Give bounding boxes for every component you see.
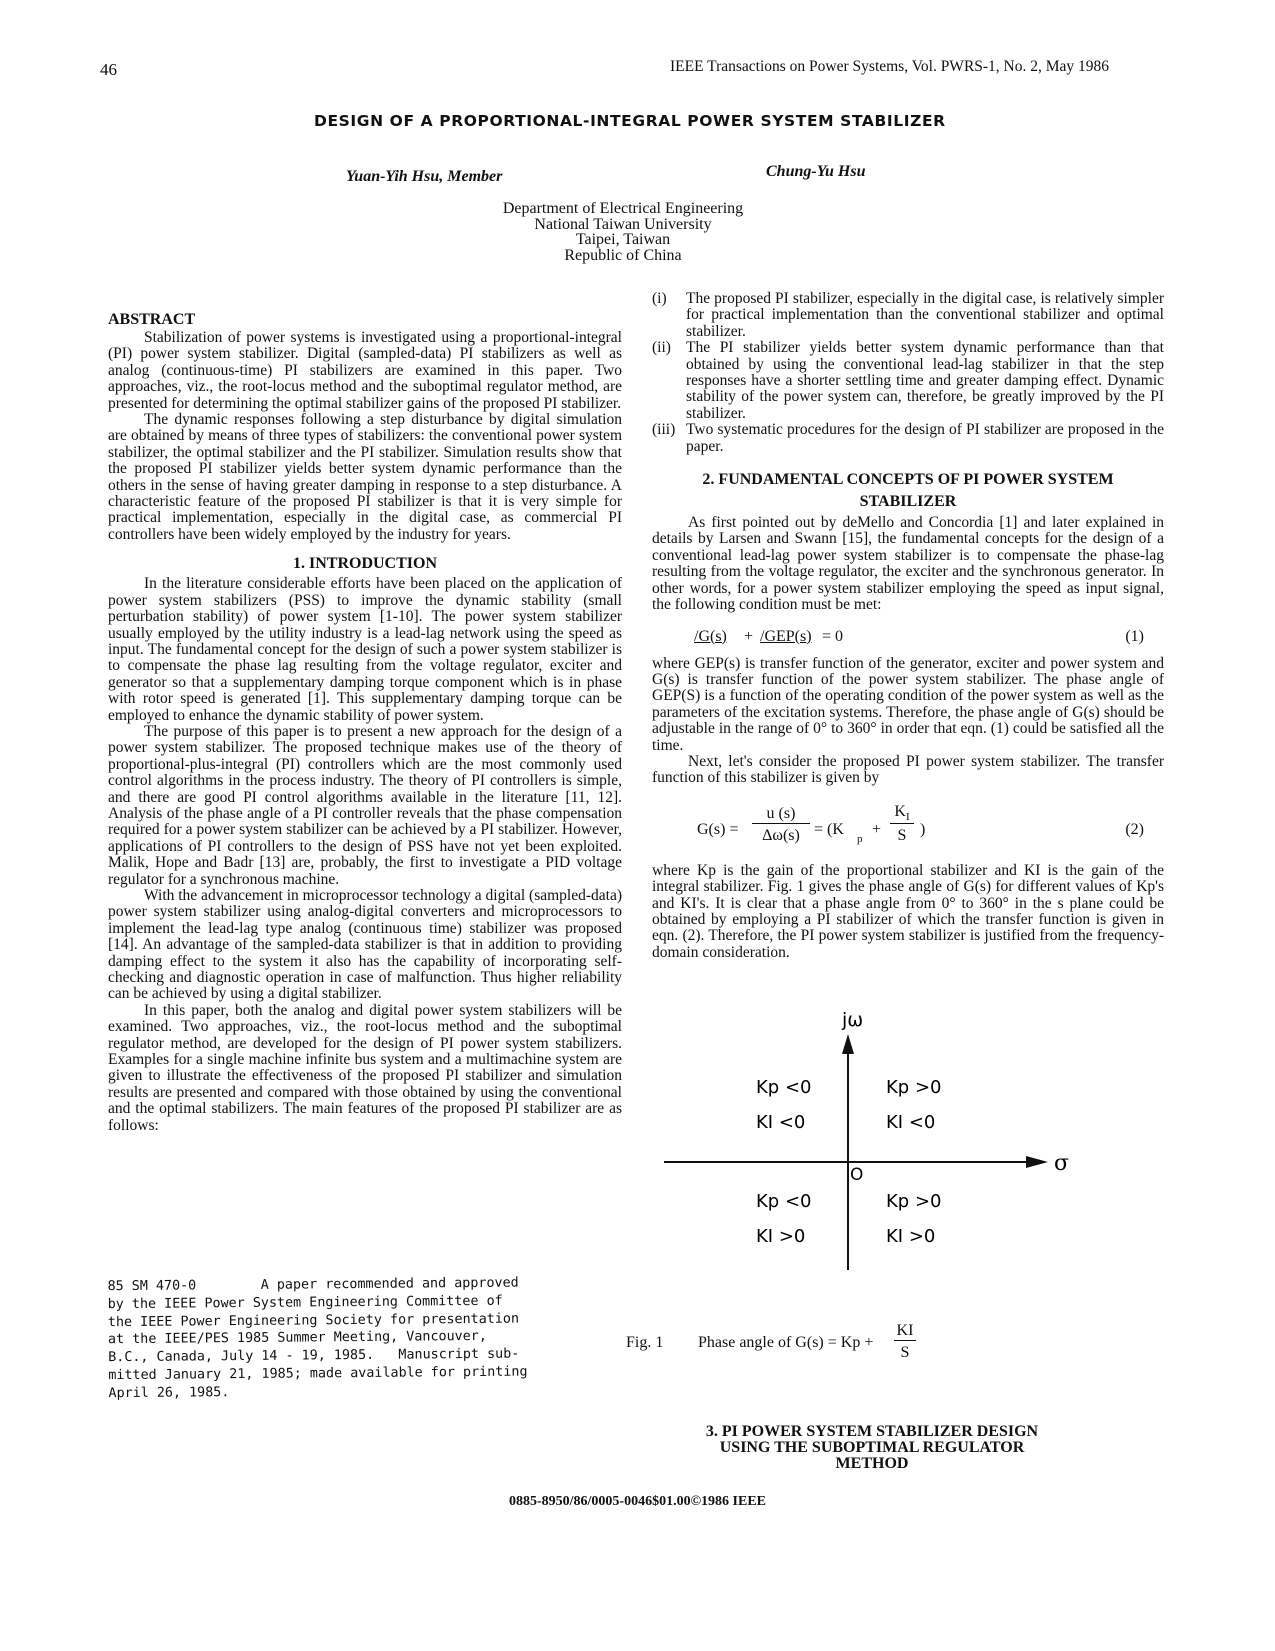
eq1-rhs: = 0 <box>822 627 844 645</box>
section3-heading-line: USING THE SUBOPTIMAL REGULATOR <box>719 1439 1025 1456</box>
eq2-frac-num: u (s) <box>752 805 810 824</box>
section2-paragraph: where GEP(s) is transfer function of the generator, exciter and power system and G(s) is transfer function of the power system stabilizer. The phase angle of GEP(S) is a function of the operating condition of the power system as well as the parameters of the excitation systems. Therefore, the phase angle of G(s) should be adjustable in the range of 0° to 360° in order that eqn. (1) could be satisfied all the time. <box>652 654 1164 754</box>
journal-header: IEEE Transactions on Power Systems, Vol. PWRS-1, No. 2, May 1986 <box>670 58 1110 75</box>
section3-heading-line: 3. PI POWER SYSTEM STABILIZER DESIGN <box>705 1423 1039 1440</box>
quadrant-label: KI <0 <box>756 1112 806 1133</box>
eq2-frac-den: Δω(s) <box>762 826 800 844</box>
intro-paragraph: With the advancement in microprocessor technology a digital (sampled-data) power system stabilizer using analog-digital converters and microprocessors to implement the lead-lag type analog (continuous time) stabilizer was proposed [14]. An advantage of the sampled-data stabilizer is that in addition to providing damping effect to the system it also has the capability of incorporating self-checking and diagnostic operation in case of malfunction. Thus higher reliability can be achieved by using a digital stabilizer. <box>108 887 622 1003</box>
paper-title: DESIGN OF A PROPORTIONAL-INTEGRAL POWER SYSTEM STABILIZER <box>314 112 946 130</box>
feature-text: Two systematic procedures for the design of PI stabilizer are proposed in the paper. <box>686 421 1164 455</box>
intro-paragraph: In this paper, both the analog and digital power system stabilizers will be examined. Two approaches, viz., the root-locus method and the suboptimal regulator method, are developed for the design of PI power system stabilizers. Examples for a single machine infinite bus system and a multimachine system are given to illustrate the effectiveness of the proposed PI stabilizer and simulation results are presented and compared with those obtained by using the conventional and the optimal stabilizers. The main features of the proposed PI stabilizer are as follows: <box>108 1001 622 1134</box>
feature-number: (ii) <box>652 339 671 357</box>
left-column <box>108 311 622 1134</box>
feature-number: (iii) <box>652 421 676 439</box>
eq2-s: S <box>897 826 907 844</box>
intro-heading: 1. INTRODUCTION <box>292 555 437 573</box>
section3-heading <box>652 1424 1092 1472</box>
quadrant-label: Kp <0 <box>756 1191 812 1212</box>
copyright-footer: 0885-8950/86/0005-0046$01.00©1986 IEEE <box>508 1494 767 1509</box>
section2-heading-line: STABILIZER <box>859 493 957 511</box>
affiliation-line: Department of Electrical Engineering <box>502 200 744 217</box>
page-number: 46 <box>100 60 117 79</box>
eq2-sub-p: p <box>857 832 863 845</box>
eq2-ki <box>890 803 914 824</box>
section2-paragraph: As first pointed out by deMello and Concordia [1] and later explained in details by Larsen and Swann [15], the fundamental concepts for the design of a conventional lead-lag power system stabilizer is to compensate the phase-lag resulting from the voltage regulator, the exciter and the synchronous generator. In other words, for a power system stabilizer employing the speed as input signal, the following condition must be met: <box>652 514 1164 614</box>
affiliation-line: Republic of China <box>564 246 682 264</box>
quadrant-label: KI >0 <box>756 1226 806 1247</box>
quadrant-label: KI <0 <box>886 1112 936 1133</box>
eq2-mid: = (K <box>814 820 844 838</box>
quadrant-label: Kp >0 <box>886 1191 942 1212</box>
eq1-plus: + <box>744 627 754 645</box>
quadrant-label: Kp >0 <box>886 1077 942 1098</box>
eq2-ki-letter: K <box>894 802 906 820</box>
feature-item <box>652 340 1164 422</box>
author-2: Chung-Yu Hsu <box>766 163 866 180</box>
eq1-term-a: /G(s) <box>694 627 727 645</box>
section2-heading-line: 2. FUNDAMENTAL CONCEPTS OF PI POWER SYSTEM <box>702 471 1114 489</box>
eq1-term-b: /GEP(s) <box>760 627 812 645</box>
feature-text: The PI stabilizer yields better system dynamic performance than that obtained by using the conventional lead-lag stabilizer in that the step responses have a shorter settling time and greater damping effect. Dynamic stability of the power system can, therefore, be greatly improved by the PI stabilizer. <box>686 339 1164 422</box>
eq2-sub-i: I <box>905 810 910 823</box>
footnote: 85 SM 470-0 A paper recommended and approved by the IEEE Power System Engineering Committee of the IEEE Power Engineering Society for presentation at the IEEE/PES 1985 Summer Meeting, Vancouver, B.C., Canada, July 14 - 19, 1985. Manuscript sub- mitted January 21, 1985; made available for printing April 26, 1985. <box>107 1275 528 1401</box>
figure-caption-den: S <box>900 1344 910 1361</box>
affiliation-line: National Taiwan University <box>534 215 712 233</box>
section2-paragraph: where Kp is the gain of the proportional stabilizer and KI is the gain of the integral stabilizer. Fig. 1 gives the phase angle of G(s) for different values of Kp's and KI's. It is clear that a phase angle from 0° to 360° in the s plane could be obtained by employing a PI stabilizer of which the transfer function is given in eqn. (2). Therefore, the PI power system stabilizer is justified from the frequency-domain consideration. <box>652 861 1164 961</box>
eq2-close: ) <box>920 820 926 838</box>
feature-number: (i) <box>652 290 667 307</box>
section3-heading-line: METHOD <box>835 1455 909 1472</box>
eq2-number: (2) <box>1125 820 1144 838</box>
section2-paragraph: Next, let's consider the proposed PI power system stabilizer. The transfer function of this stabilizer is given by <box>652 752 1164 787</box>
figure-caption-num: KI <box>894 1322 916 1341</box>
section2-heading <box>652 469 1164 513</box>
axis-label-jw: jω <box>842 1009 864 1031</box>
equation-2 <box>652 801 1164 861</box>
abstract-paragraph: The dynamic responses following a step disturbance by digital simulation are obtained by means of three types of stabilizers: the conventional power system stabilizer, the optimal stabilizer and the PI stabilizer. Simulation results show that the proposed PI stabilizer yields better system dynamic performance than the others in the sense of having greater damping in response to a step disturbance. A characteristic feature of the proposed PI stabilizer is that it is very simple for practical implementation, especially in the digital case, as commercial PI controllers have been widely employed by the industry for years. <box>108 411 622 543</box>
feature-text: The proposed PI stabilizer, especially in the digital case, is relatively simpler for practical implementation than the conventional stabilizer and optimal stabilizer. <box>686 290 1164 340</box>
y-axis-arrow <box>842 1034 854 1054</box>
intro-paragraph: In the literature considerable efforts have been placed on the application of power system stabilizers (PSS) to improve the dynamic stability (small perturbation stability) of power system [1-10]. The power system stabilizer usually employed by the utility industry is a lead-lag network using the speed as input. The fundamental concept for the design of such a power system stabilizer is to compensate the phase lag resulting from the voltage regulator, exciter and generator so that a supplementary damping torque component which is in phase with rotor speed is generated [1]. This supplementary damping torque can be employed to enhance the dynamic stability of power system. <box>108 575 622 724</box>
figure-caption-text: Phase angle of G(s) = Kp + <box>698 1334 874 1351</box>
eq2-plus: + <box>872 820 882 838</box>
abstract-paragraph: Stabilization of power systems is investigated using a proportional-integral (PI) power system stabilizer. Digital (sampled-data) PI stabilizers as well as analog (continuous-time) PI stabilizers are examined in this paper. Two approaches, viz., the root-locus method and the suboptimal regulator method, are presented for determining the optimal stabilizer gains of the proposed PI stabilizer. <box>108 329 622 412</box>
feature-item <box>652 291 1164 340</box>
abstract-heading: ABSTRACT <box>108 311 196 328</box>
axis-label-sigma: σ <box>1054 1151 1070 1176</box>
affiliation <box>450 201 796 263</box>
affiliation-line: Taipei, Taiwan <box>575 231 671 248</box>
x-axis-arrow <box>1026 1156 1048 1168</box>
author-1: Yuan-Yih Hsu, Member <box>346 168 503 185</box>
figure-1 <box>652 1000 1092 1300</box>
intro-paragraph: The purpose of this paper is to present a new approach for the design of a power system stabilizer. The proposed technique makes use of the theory of proportional-plus-integral (PI) controllers which are the most commonly used control algorithms in the process industry. The theory of PI controllers is simple, and there are good PI control algorithms available in the literature [11, 12]. Analysis of the phase angle of a PI controller reveals that the phase compensation required for a power system stabilizer can be achieved by a PI stabilizer. However, applications of PI controllers to the design of PSS have not yet been exploited. Malik, Hope and Badr [13] are, probably, the first to investigate a PID voltage regulator for a synchronous machine. <box>108 722 622 888</box>
figure-caption <box>626 1322 946 1366</box>
equation-1 <box>652 620 1164 654</box>
eq2-lhs: G(s) = <box>697 820 739 838</box>
feature-item <box>652 422 1164 455</box>
quadrant-label: Kp <0 <box>756 1077 812 1098</box>
eq1-number: (1) <box>1125 627 1144 645</box>
quadrant-label: KI >0 <box>886 1226 936 1247</box>
figure-caption-label: Fig. 1 <box>626 1334 664 1351</box>
right-column <box>652 291 1164 961</box>
origin-label: O <box>850 1165 864 1185</box>
